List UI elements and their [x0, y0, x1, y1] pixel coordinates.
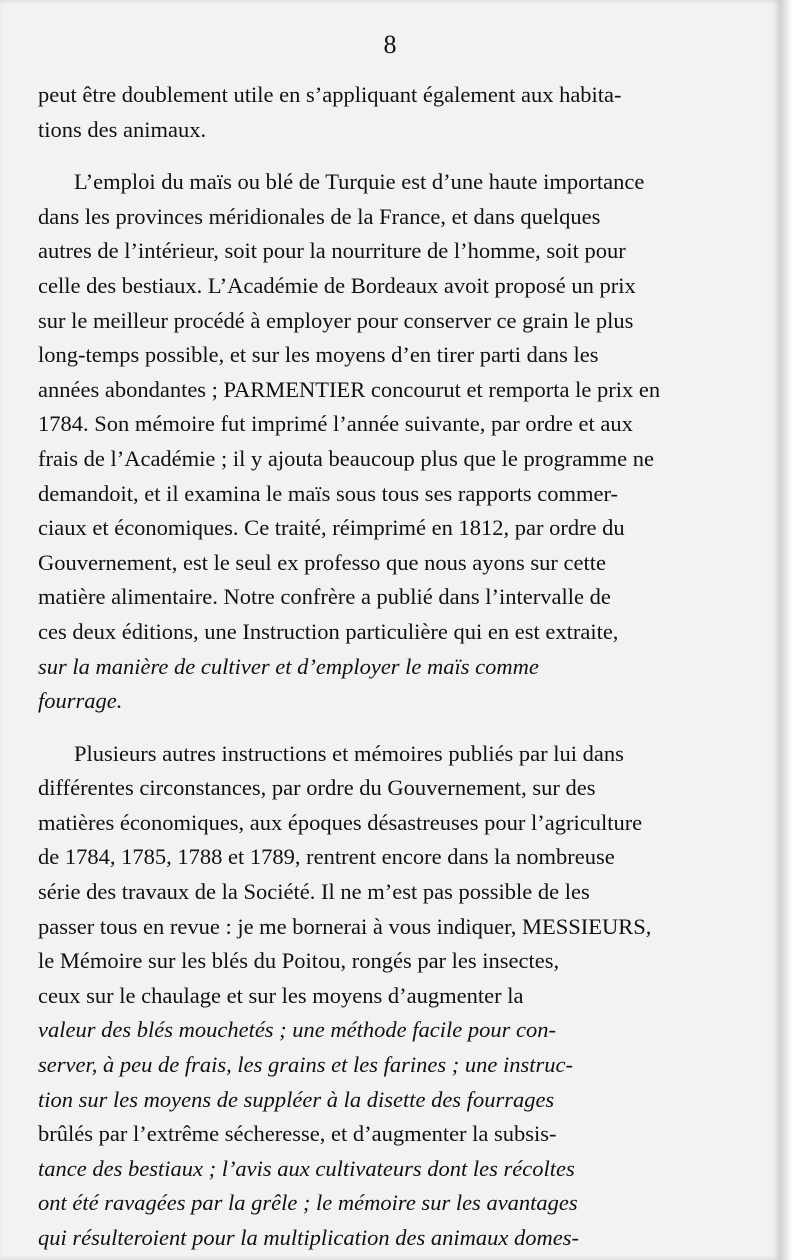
- text-line: fourrage.: [38, 688, 123, 714]
- text-line: série des travaux de la Société. Il ne m’est pas possible de les: [38, 879, 590, 905]
- text-line: brûlés par l’extrême sécheresse, et d’augmenter la subsis-: [38, 1121, 557, 1147]
- text-line: valeur des blés mouchetés ; une méthode facile pour con-: [38, 1017, 556, 1043]
- text-line: demandoit, et il examina le maïs sous tous ses rapports commer-: [38, 480, 619, 506]
- text-line: le Mémoire sur les blés du Poitou, rongés par les insectes,: [38, 948, 560, 974]
- text-line: qui résulteroient pour la multiplication des animaux domes-: [38, 1225, 579, 1250]
- text-line: ceux sur le chaulage et sur les moyens d’augmenter la: [38, 982, 524, 1008]
- body-text: [38, 78, 768, 1256]
- text-line: celle des bestiaux. L’Académie de Bordeaux avoit proposé un prix: [38, 272, 636, 298]
- text-line: ciaux et économiques. Ce traité, réimprimé en 1812, par ordre du: [38, 515, 625, 541]
- text-line: L’emploi du maïs ou blé de Turquie est d’une haute importance: [74, 169, 645, 195]
- text-line: server, à peu de frais, les grains et les farines ; une instruc-: [38, 1052, 573, 1078]
- text-line: ont été ravagées par la grêle ; le mémoire sur les avantages: [38, 1190, 578, 1216]
- text-line: matière alimentaire. Notre confrère a publié dans l’intervalle de: [38, 584, 611, 610]
- text-line: sur la manière de cultiver et d’employer le maïs comme: [38, 653, 539, 679]
- text-line: différentes circonstances, par ordre du Gouvernement, sur des: [38, 775, 596, 801]
- page-number: 8: [383, 30, 397, 59]
- text-line: frais de l’Académie ; il y ajouta beaucoup plus que le programme ne: [38, 445, 655, 471]
- text-line: peut être doublement utile en s’appliquant également aux habita-: [38, 82, 622, 107]
- text-line: long-temps possible, et sur les moyens d’en tirer parti dans les: [38, 342, 599, 368]
- text-line: matières économiques, aux époques désastreuses pour l’agriculture: [38, 809, 643, 835]
- text-line: Gouvernement, est le seul ex professo que nous ayons sur cette: [38, 549, 606, 575]
- text-line: dans les provinces méridionales de la France, et dans quelques: [38, 203, 601, 229]
- text-line: tions des animaux.: [38, 116, 207, 142]
- text-line: passer tous en revue : je me bornerai à vous indiquer, MESSIEURS,: [38, 913, 652, 939]
- text-line: tion sur les moyens de suppléer à la disette des fourrages: [38, 1086, 555, 1112]
- text-line: tance des bestiaux ; l’avis aux cultivateurs dont les récoltes: [38, 1155, 575, 1181]
- text-line: années abondantes ; PARMENTIER concourut et remporta le prix en: [38, 376, 661, 402]
- text-line: autres de l’intérieur, soit pour la nourriture de l’homme, soit pour: [38, 238, 626, 264]
- text-line: ces deux éditions, une Instruction particulière qui en est extraite,: [38, 618, 619, 644]
- text-line: sur le meilleur procédé à employer pour conserver ce grain le plus: [38, 307, 634, 333]
- text-line: 1784. Son mémoire fut imprimé l’année suivante, par ordre et aux: [38, 411, 633, 437]
- page-edge: [780, 0, 800, 1260]
- text-line: Plusieurs autres instructions et mémoires publiés par lui dans: [74, 740, 624, 766]
- text-line: de 1784, 1785, 1788 et 1789, rentrent encore dans la nombreuse: [38, 844, 615, 870]
